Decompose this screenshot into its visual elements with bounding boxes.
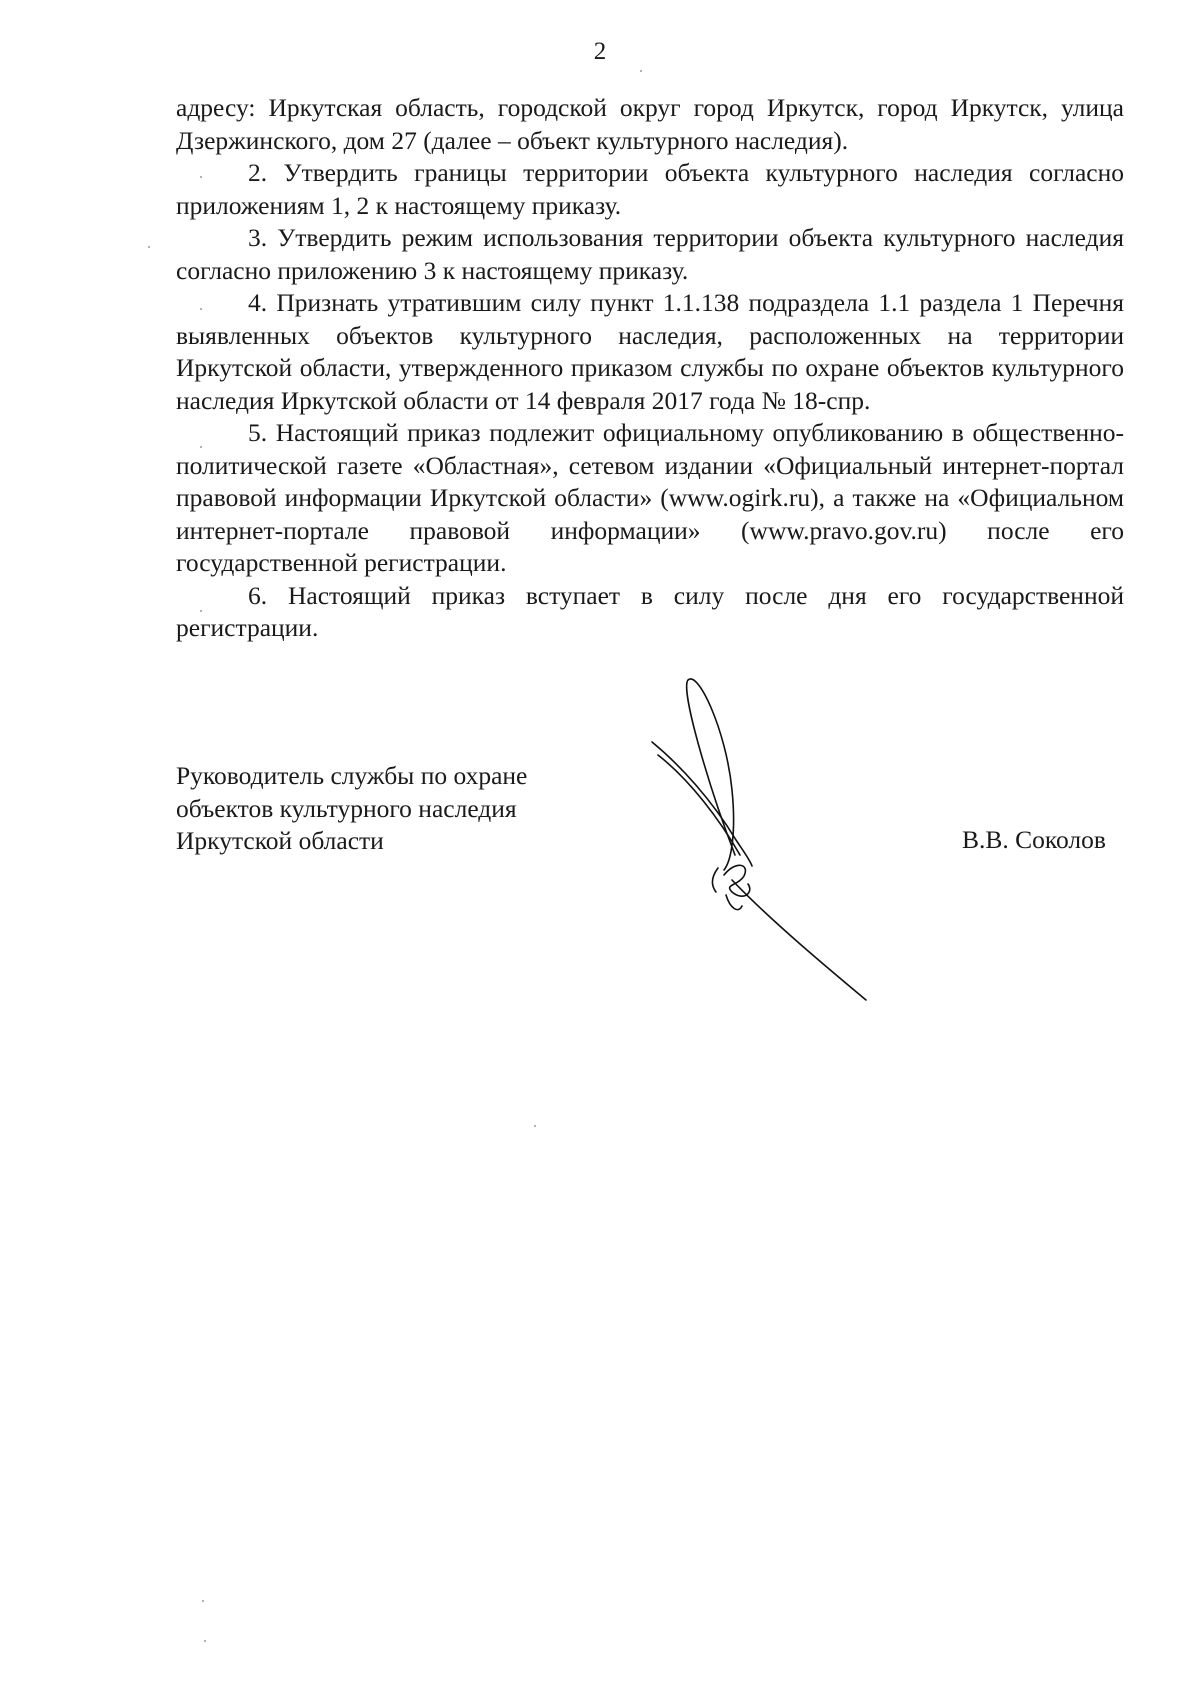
scan-speck <box>200 610 202 612</box>
handwritten-signature <box>640 670 930 1010</box>
paragraph-item-4: 4. Признать утратившим силу пункт 1.1.138 подраздела 1.1 раздела 1 Перечня выявленных объектов культурного наследия, расположенных на территории Иркутской области, утвержденного приказом службы по охране объектов культурного наследия Иркутской области от 14 февраля 2017 года № 18-спр. <box>176 288 1124 415</box>
scan-speck <box>148 246 150 248</box>
scan-speck <box>534 1125 536 1127</box>
paragraph-item-2: 2. Утвердить границы территории объекта культурного наследия согласно приложениям 1, 2 к настоящему приказу. <box>176 158 1124 220</box>
document-body <box>176 92 1124 645</box>
paragraph-item-3: 3. Утвердить режим использования территории объекта культурного наследия согласно приложению 3 к настоящему приказу. <box>176 223 1124 285</box>
page-number: 2 <box>593 38 607 65</box>
scan-speck <box>202 1600 204 1602</box>
signer-title-line-1: Руководитель службы по охране <box>176 761 528 790</box>
signer-title <box>176 760 527 858</box>
signer-title-line-2: объектов культурного наследия <box>176 793 517 823</box>
scan-speck <box>204 1640 206 1642</box>
paragraph-address: адресу: Иркутская область, городской округ город Иркутск, город Иркутск, улица Дзержинского, дом 27 (далее – объект культурного наследия). <box>176 93 1124 155</box>
scan-speck <box>640 70 642 72</box>
signer-name: В.В. Соколов <box>962 825 1106 854</box>
paragraph-item-6: 6. Настоящий приказ вступает в силу после дня его государственной регистрации. <box>176 580 1124 642</box>
scan-speck <box>200 176 202 178</box>
signer-title-line-3: Иркутской области <box>176 826 384 855</box>
scan-speck <box>200 446 202 448</box>
paragraph-item-5: 5. Настоящий приказ подлежит официальному опубликованию в общественно-политической газете «Областная», сетевом издании «Официальный интернет-портал правовой информации Иркутской области» (www.ogirk.ru), а также на «Официальном интернет-портале правовой информации» (www.pravo.gov.ru) после его государственной регистрации. <box>176 418 1124 577</box>
scan-speck <box>200 308 202 310</box>
